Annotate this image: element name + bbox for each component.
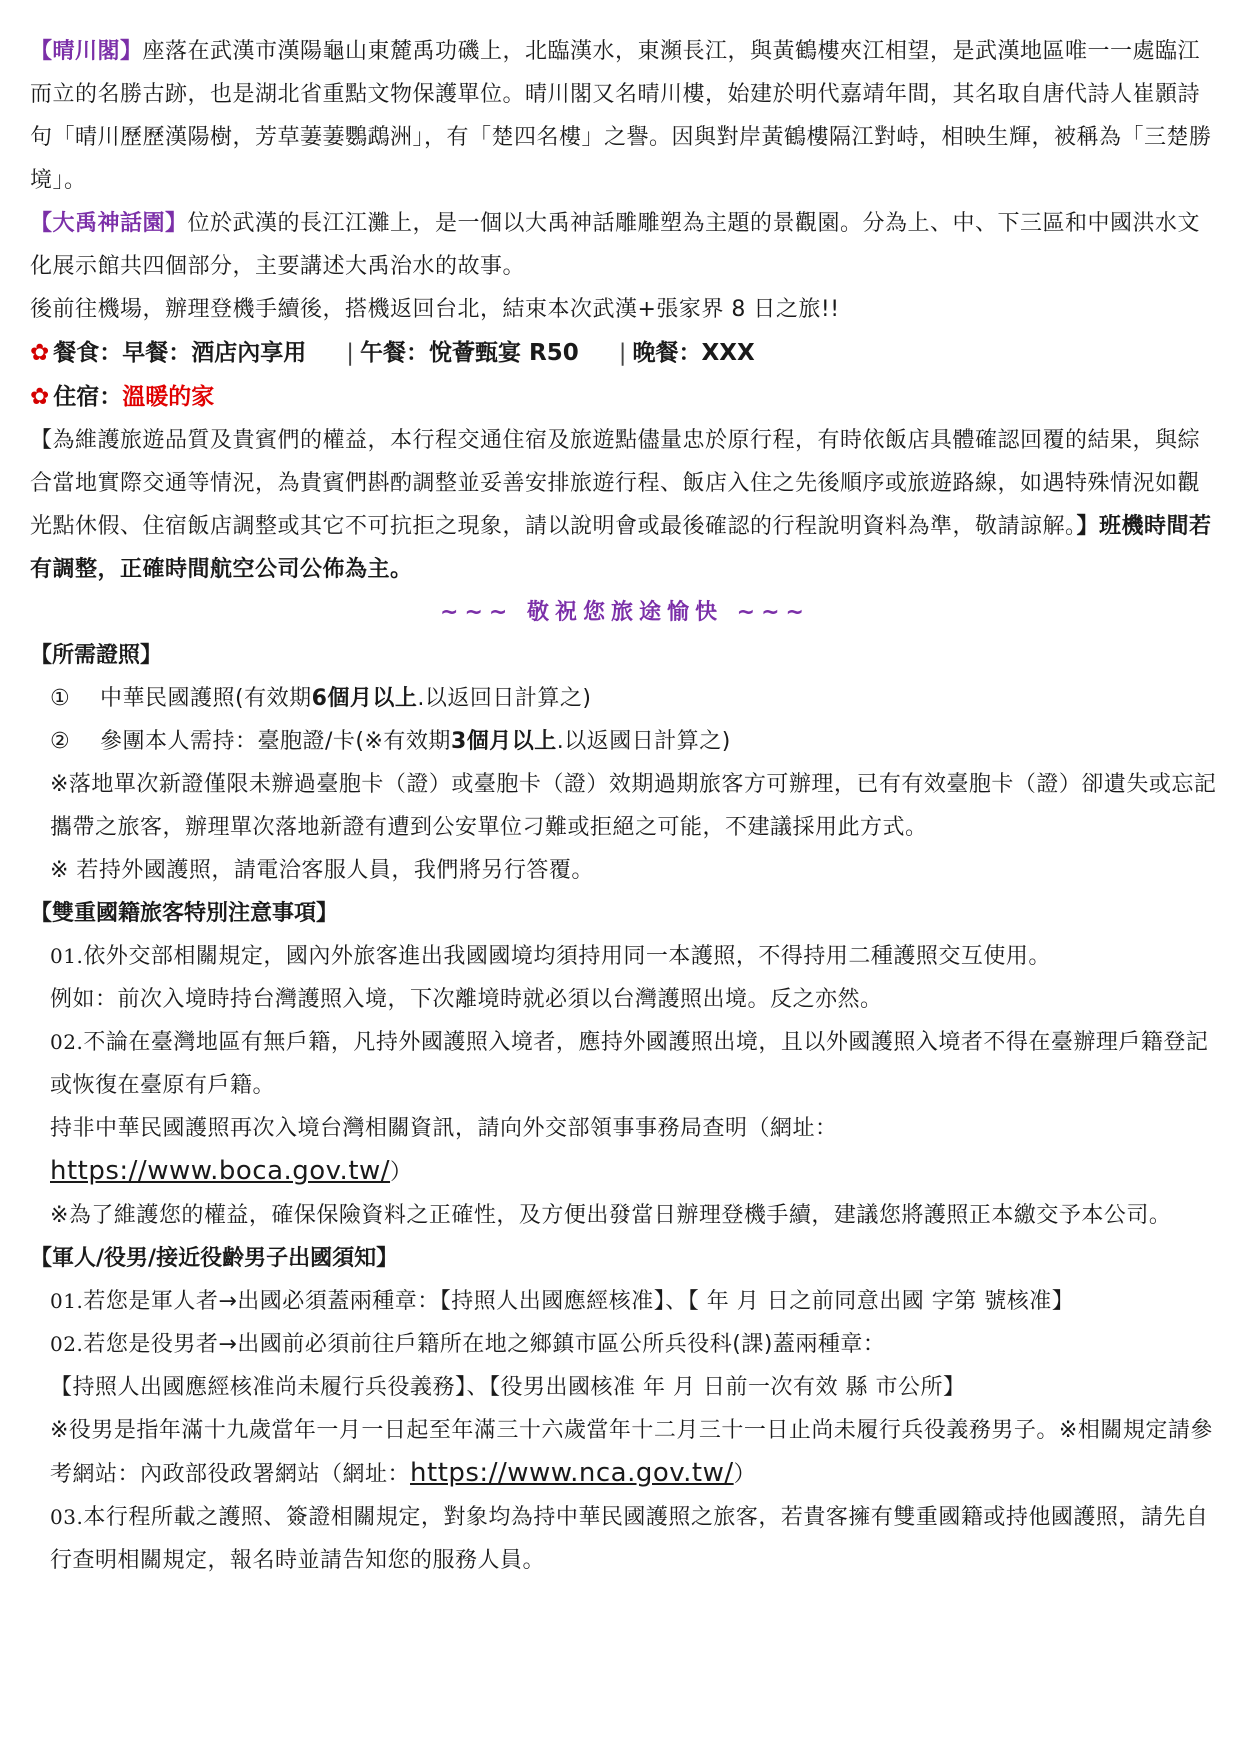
item-number: ②: [50, 729, 71, 754]
item-number: ①: [50, 686, 71, 711]
item-number: 02.: [50, 1030, 84, 1054]
notice-paragraph: [30, 419, 1220, 591]
section-title-military: 【軍人/役男/接近役齡男子出國須知】: [30, 1246, 399, 1271]
paragraph-qingchuan: [30, 30, 1220, 202]
boca-link[interactable]: https://www.boca.gov.tw/: [50, 1156, 391, 1186]
dual-boca-info: 持非中華民國護照再次入境台灣相關資訊，請向外交部領事事務局查明（網址： https://www.boca.gov.tw/）: [50, 1116, 838, 1186]
lodging-line: [30, 375, 1220, 419]
military-item-1: [30, 1280, 1220, 1323]
document-page: [30, 30, 1220, 1582]
item-number: 02.: [50, 1332, 84, 1356]
item-number: 01.: [50, 1289, 84, 1313]
meal-breakfast: 早餐：酒店內享用: [122, 340, 307, 366]
lodging-value: 溫暖的家: [122, 384, 215, 410]
paragraph-return: 後前往機場，辦理登機手續後，搭機返回台北，結束本次武漢+張家界 8 日之旅!!: [30, 297, 840, 322]
item-text: 參團本人需持：臺胞證/卡(※有效期3個月以上.以返國日計算之): [100, 729, 731, 754]
flower-icon: ✿: [30, 340, 50, 366]
item-text: 不論在臺灣地區有無戶籍，凡持外國護照入境者，應持外國護照出境，且以外國護照入境者不得在臺辦理戶籍登記或恢復在臺原有戶籍。: [50, 1030, 1209, 1098]
flower-icon: ✿: [30, 384, 50, 410]
dual-item-1: [30, 935, 1220, 978]
tag-qingchuan: 【晴川閣】: [30, 39, 143, 64]
meal-lunch: 午餐：悅薈甄宴 R50: [360, 340, 579, 366]
section-title-documents: 【所需證照】: [30, 643, 163, 668]
meals-label: 餐食：: [53, 340, 123, 366]
lodging-label: 住宿：: [53, 384, 123, 410]
item-text: 若您是軍人者→出國必須蓋兩種章：【持照人出國應經核准】、【 年 月 日之前同意出國 字第 號核准】: [83, 1289, 1075, 1314]
paragraph-dayu: [30, 202, 1220, 288]
document-item: [30, 677, 1220, 720]
document-item: [30, 720, 1220, 763]
meals-line: [30, 331, 1220, 375]
notice-text: 【為維護旅遊品質及貴賓們的權益，本行程交通住宿及旅遊點儘量忠於原行程，有時依飯店具體確認回覆的結果，與綜合當地實際交通等情況，為貴賓們斟酌調整並妥善安排旅遊行程、飯店入住之先後順序或旅遊路線，如遇特殊情況如觀光點休假、住宿飯店調整或其它不可抗拒之現象，請以說明會或最後確認的行程說明資料為準，敬請諒解。: [30, 428, 1201, 539]
military-item-2: [30, 1323, 1220, 1366]
military-definition: ※役男是指年滿十九歲當年一月一日起至年滿三十六歲當年十二月三十一日止尚未履行兵役義務男子。※相關規定請參考網站：內政部役政署網站（網址：https://www.nca.gov.tw/）: [50, 1418, 1213, 1488]
meal-divider: |: [618, 340, 627, 366]
documents-note-landing: ※落地單次新證僅限未辦過臺胞卡（證）或臺胞卡（證）效期過期旅客方可辦理，已有有效臺胞卡（證）卻遺失或忘記攜帶之旅客，辦理單次落地新證有遭到公安單位刁難或拒絕之可能，不建議採用此方式。: [50, 772, 1217, 840]
text-dayu: 位於武漢的長江江灘上，是一個以大禹神話雕雕塑為主題的景觀園。分為上、中、下三區和中國洪水文化展示館共四個部分，主要講述大禹治水的故事。: [30, 211, 1201, 279]
nca-link[interactable]: https://www.nca.gov.tw/: [410, 1458, 734, 1488]
tag-dayu: 【大禹神話園】: [30, 211, 188, 236]
meal-divider: |: [346, 340, 355, 366]
documents-note-foreign: ※ 若持外國護照，請電洽客服人員，我們將另行答覆。: [50, 858, 594, 883]
wish-line: ~~~ 敬祝您旅途愉快 ~~~: [440, 600, 810, 625]
notice-bold: 】班機時間若有調整，正確時間航空公司公佈為主。: [30, 514, 1212, 582]
military-stamps: 【持照人出國應經核准尚未履行兵役義務】、【役男出國核准 年 月 日前一次有效 縣 市公所】: [50, 1375, 966, 1400]
military-item-3: [30, 1496, 1220, 1582]
item-text: 本行程所載之護照、簽證相關規定，對象均為持中華民國護照之旅客，若貴客擁有雙重國籍或持他國護照，請先自行查明相關規定，報名時並請告知您的服務人員。: [50, 1505, 1209, 1573]
item-text: 中華民國護照(有效期6個月以上.以返回日計算之): [100, 686, 592, 711]
item-number: 03.: [50, 1505, 84, 1529]
dual-passport-note: ※為了維護您的權益，確保保險資料之正確性，及方便出發當日辦理登機手續，建議您將護照正本繳交予本公司。: [50, 1203, 1172, 1228]
item-text: 若您是役男者→出國前必須前往戶籍所在地之鄉鎮市區公所兵役科(課)蓋兩種章：: [83, 1332, 886, 1357]
section-title-dual-nationality: 【雙重國籍旅客特別注意事項】: [30, 901, 339, 926]
meal-dinner: 晚餐：XXX: [632, 340, 755, 366]
item-text: 依外交部相關規定，國內外旅客進出我國國境均須持用同一本護照，不得持用二種護照交互使用。: [83, 944, 1051, 969]
item-number: 01.: [50, 944, 84, 968]
dual-example: 例如：前次入境時持台灣護照入境，下次離境時就必須以台灣護照出境。反之亦然。: [50, 987, 883, 1012]
text-qingchuan: 座落在武漢市漢陽龜山東麓禹功磯上，北臨漢水，東瀕長江，與黃鶴樓夾江相望，是武漢地區唯一一處臨江而立的名勝古跡，也是湖北省重點文物保護單位。晴川閣又名晴川樓，始建於明代嘉靖年間，其名取自唐代詩人崔顥詩句「晴川歷歷漢陽樹，芳草萋萋鸚鵡洲」，有「楚四名樓」之譽。因與對岸黃鶴樓隔江對峙，相映生輝，被稱為「三楚勝境」。: [30, 39, 1212, 193]
dual-item-2: [30, 1021, 1220, 1107]
